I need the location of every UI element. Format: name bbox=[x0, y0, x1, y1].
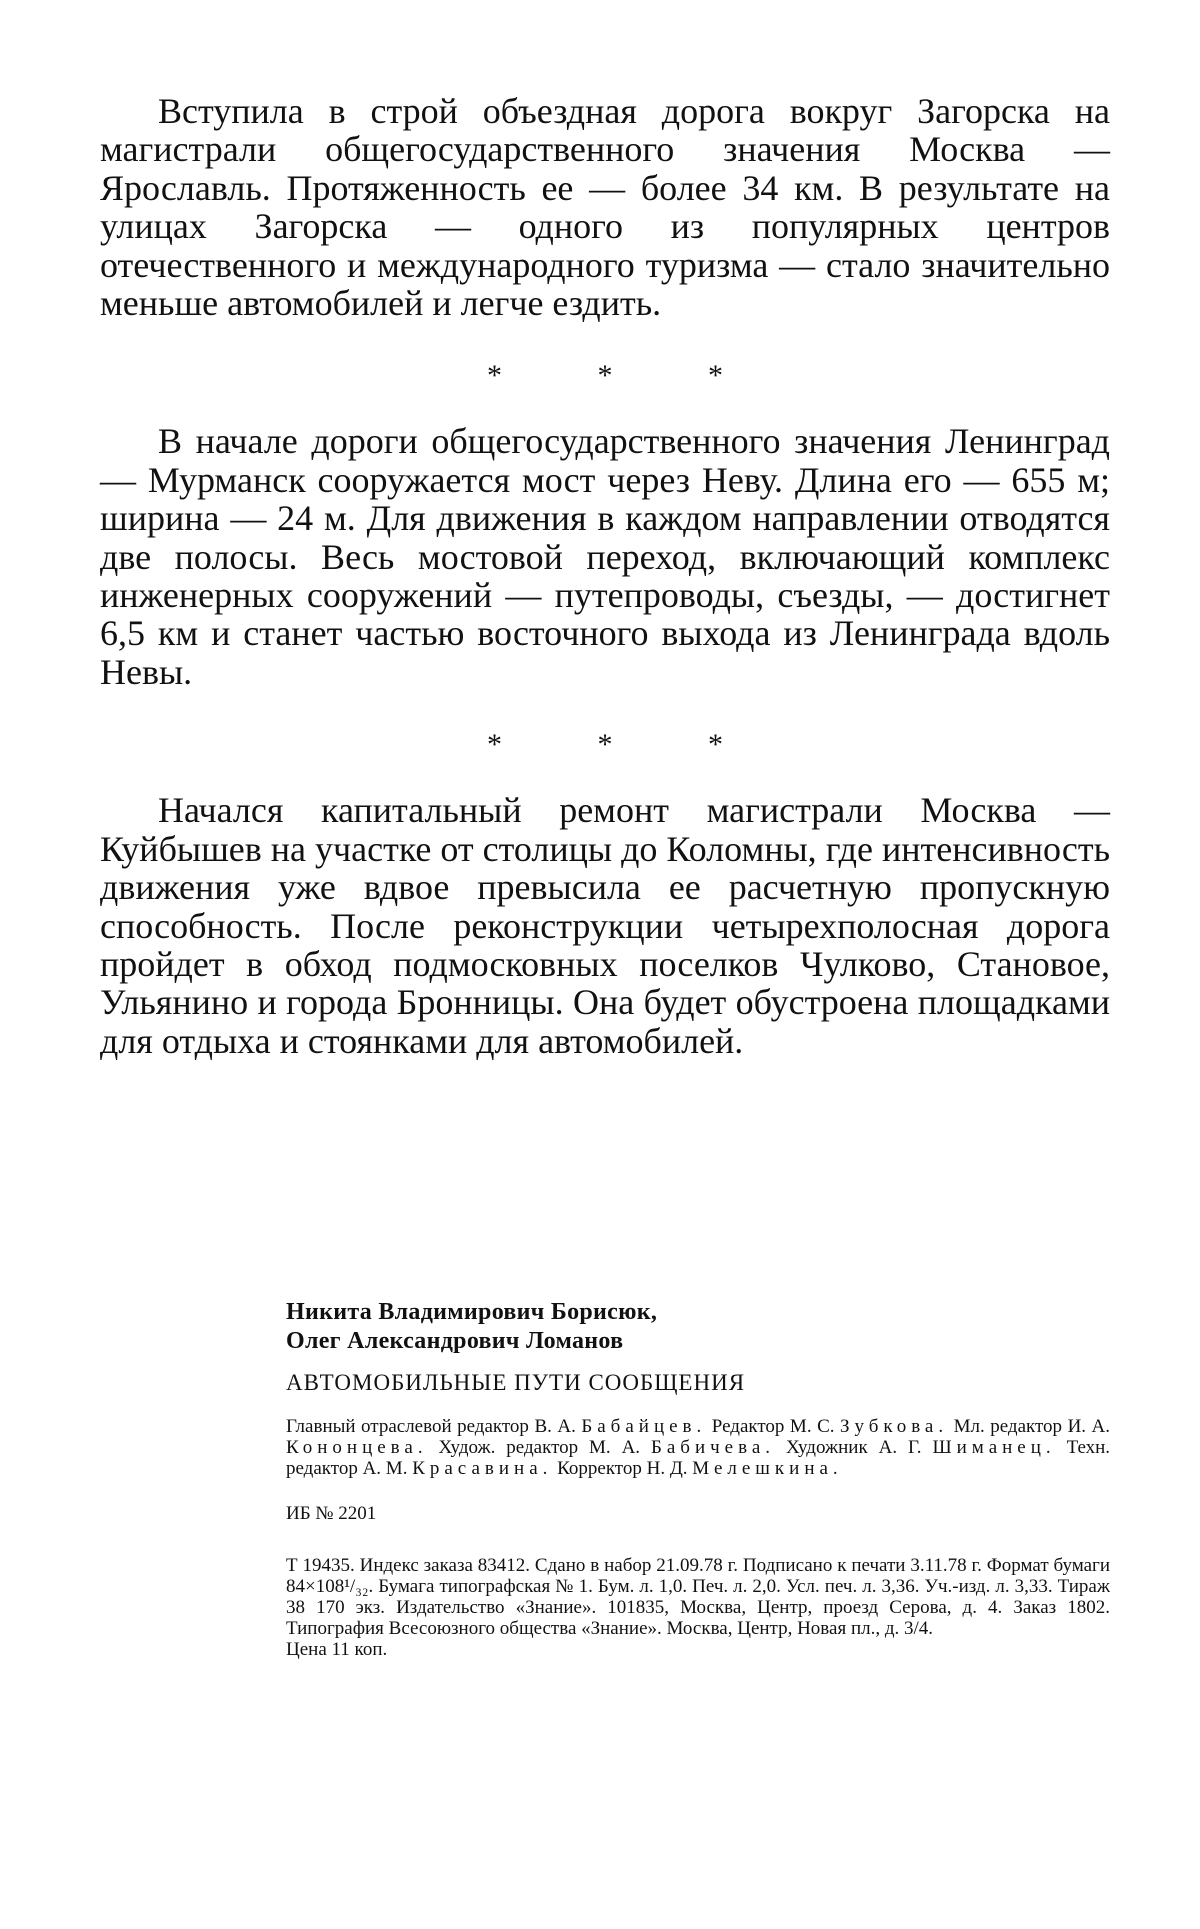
colophon bbox=[286, 1298, 1110, 1661]
book-title: АВТОМОБИЛЬНЫЕ ПУТИ СООБЩЕНИЯ bbox=[286, 1370, 746, 1395]
credit-surname: Красавина. bbox=[412, 1458, 553, 1479]
author-name: Олег Александрович Ломанов bbox=[286, 1328, 624, 1354]
credit-surname: Зубкова. bbox=[840, 1416, 949, 1437]
credit-surname: Шиманец. bbox=[932, 1437, 1056, 1458]
credit-label: Худож. редактор bbox=[438, 1437, 579, 1458]
credit-label: Главный отраслевой редактор bbox=[286, 1416, 529, 1437]
credit-initials: И. А. bbox=[1067, 1416, 1111, 1437]
section-separator: * * * bbox=[487, 359, 767, 393]
credit-initials: В. А. bbox=[534, 1416, 576, 1437]
credit-initials: Н. Д. bbox=[646, 1458, 688, 1479]
ib-number: ИБ № 2201 bbox=[286, 1503, 377, 1524]
credit-surname: Мелешкина. bbox=[692, 1458, 843, 1479]
editorial-credits bbox=[286, 1416, 1110, 1479]
credit-label: Редактор bbox=[711, 1416, 785, 1437]
credit-label: Художник bbox=[785, 1437, 868, 1458]
credit-initials: М. А. bbox=[589, 1437, 641, 1458]
price: Цена 11 коп. bbox=[286, 1639, 388, 1660]
paragraph-neva-bridge: В начале дороги общегосударственного значения Ленинград — Мурманск сооружается мост через Неву. Длина его — 655 м; ширина — 24 м. Для движения в каждом направлении отводятся две полосы. Весь мостовой переход, включающий комплекс инженерных сооружений — путепроводы, съезды, — достигнет 6,5 км и станет частью восточного выхода из Ленинграда вдоль Невы. bbox=[100, 421, 1110, 692]
credit-label: Корректор bbox=[557, 1458, 642, 1479]
credit-label: Мл. редактор bbox=[953, 1416, 1063, 1437]
credit-label: Техн. редактор bbox=[286, 1437, 1111, 1479]
author-name: Никита Владимирович Борисюк, bbox=[286, 1299, 658, 1325]
credit-initials: М. С. bbox=[789, 1416, 835, 1437]
credit-surname: Бабичева. bbox=[650, 1437, 776, 1458]
paragraph-zagorsk-bypass: Вступила в строй объездная дорога вокруг Загорска на магистрали общегосударственного значения Москва — Ярославль. Протяженность ее — более 34 км. В результате на улицах Загорска — одного из популярных центров отечественного и международного туризма — стало значительно меньше автомобилей и легче ездить. bbox=[100, 91, 1110, 324]
publishing-details: Т 19435. Индекс заказа 83412. Сдано в набор 21.09.78 г. Подписано к печати 3.11.78 г. Формат бумаги 84×108¹/₃₂. Бумага типографская № 1. Бум. л. 1,0. Печ. л. 2,0. Усл. печ. л. 3,36. Уч.-изд. л. 3,33. Тираж 38 170 экз. Издательство «Знание». 101835, Москва, Центр, проезд Серова, д. 4. Заказ 1802. Типография Всесоюзного общества «Знание». Москва, Центр, Новая пл., д. 3/4. bbox=[286, 1555, 1110, 1639]
section-separator: * * * bbox=[487, 728, 767, 762]
credit-surname: Бабайцев. bbox=[581, 1416, 707, 1437]
credit-initials: А. М. bbox=[362, 1458, 408, 1479]
credit-surname: Конoнцева. bbox=[286, 1437, 428, 1458]
paragraph-moscow-kuibyshev-repair: Начался капитальный ремонт магистрали Москва — Куйбышев на участке от столицы до Коломны, где интенсивность движения уже вдвое превысила ее расчетную пропускную способность. После реконструкции четырехполосная дорога пройдет в обход подмосковных поселков Чулково, Становое, Ульянино и города Бронницы. Она будет обустроена площадками для отдыха и стоянками для автомобилей. bbox=[100, 790, 1110, 1061]
article-body bbox=[100, 92, 1110, 1060]
credit-initials: А. Г. bbox=[878, 1437, 922, 1458]
